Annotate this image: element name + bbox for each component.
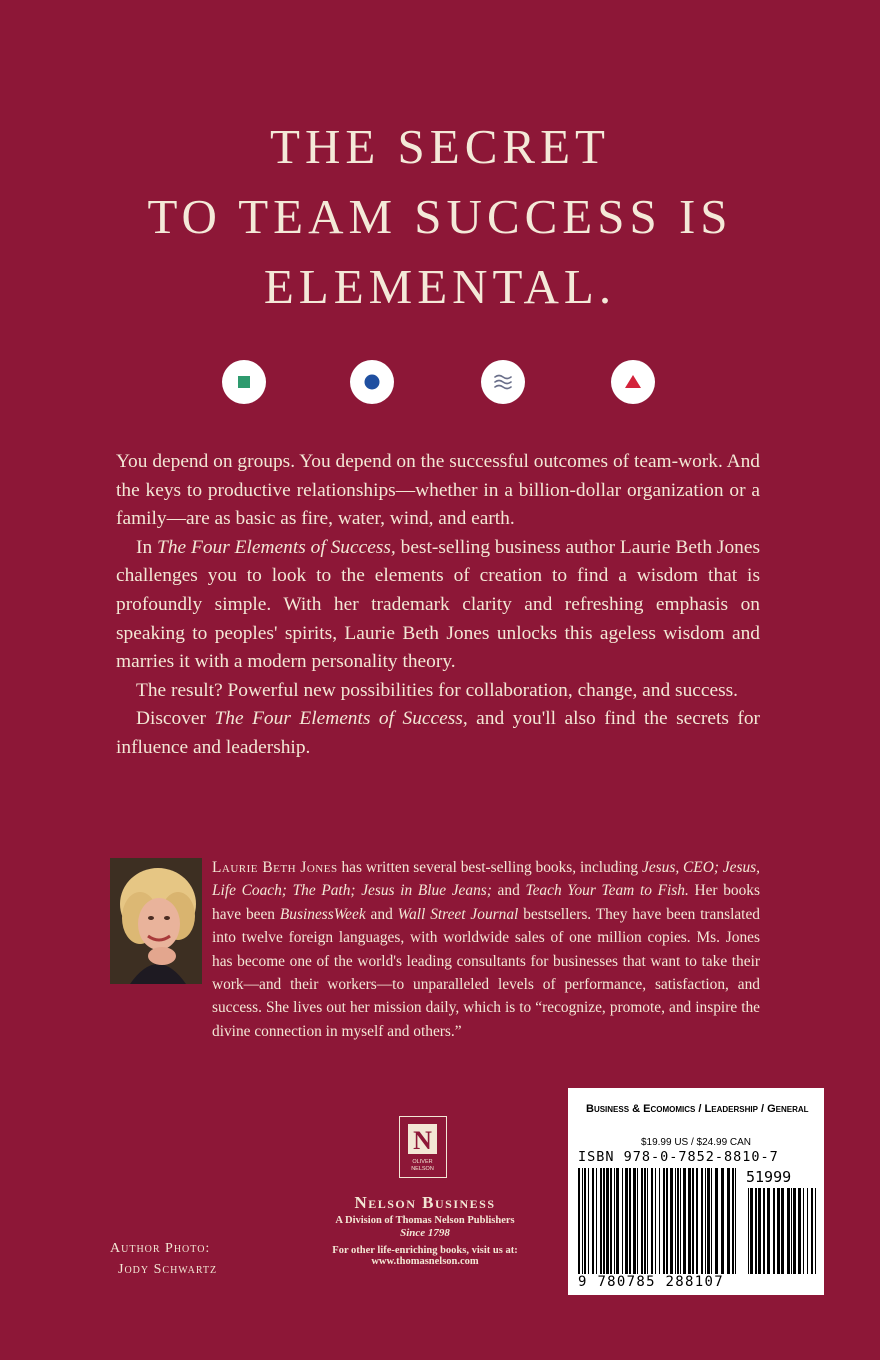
book-titles: Jesus, CEO; Jesus, Life Coach; The Path; Jesus in Blue Jeans;	[212, 859, 760, 900]
red-triangle-icon	[611, 360, 655, 404]
author-name: Laurie Beth Jones	[212, 859, 338, 876]
description-paragraph-1: You depend on groups. You depend on the successful outcomes of team-work. And the keys to productive relationships—whether in a billion-dollar organization or a family—are as basic as fire, water, wind, and earth.	[116, 451, 760, 530]
element-icons	[0, 360, 880, 406]
price-barcode	[748, 1188, 816, 1274]
text: Her books have been	[212, 882, 760, 923]
publisher-logo	[399, 1116, 447, 1178]
publisher-since: Since 1798	[400, 1227, 450, 1239]
price: $19.99 US / $24.99 CAN	[640, 1137, 752, 1148]
bisac-category: Business & Ecomomics / Leadership / General	[586, 1103, 809, 1115]
publication-name: Wall Street Journal	[397, 905, 519, 923]
wind-waves-icon	[481, 360, 525, 404]
green-square-icon	[222, 360, 266, 404]
author-bio	[212, 856, 760, 1043]
logo-text-top: OLIVER	[412, 1159, 433, 1165]
publisher-name: Nelson Business	[354, 1193, 496, 1212]
blue-circle-icon	[350, 360, 394, 404]
book-title: The Four Elements of Success,	[157, 536, 396, 558]
publisher-division: A Division of Thomas Nelson Publishers	[335, 1215, 515, 1226]
publisher-info	[290, 1193, 560, 1267]
photo-credit	[110, 1238, 217, 1280]
text: and	[491, 882, 526, 900]
logo-text-bottom: NELSON	[411, 1166, 434, 1172]
text: , and you'll also find the secrets for influence and leadership.	[116, 708, 760, 758]
headline-line-2: TO TEAM SUCCESS IS	[147, 189, 733, 244]
isbn-barcode	[578, 1168, 738, 1274]
text: best-selling business author Laurie Beth Jones challenges you to look to the elements of creation to find a wisdom that is profoundly simple. With her trademark clarity and refreshing emphasis on speaking to peoples' spirits, Laurie Beth Jones unlocks this ageless wisdom and marries it with a modern personality theory.	[116, 536, 760, 673]
publisher-visit: For other life-enriching books, visit us at:	[332, 1245, 518, 1256]
text: has written several best-selling books, including	[337, 859, 642, 876]
text: In	[136, 536, 158, 558]
description-paragraph-3: The result? Powerful new possibilities for collaboration, change, and success.	[136, 679, 739, 701]
barcode-box	[568, 1088, 824, 1295]
author-photo	[110, 858, 202, 984]
price-code: 51999	[746, 1168, 792, 1186]
publication-name: BusinessWeek	[279, 905, 366, 923]
isbn: ISBN 978-0-7852-8810-7	[578, 1149, 779, 1165]
headline-line-3: ELEMENTAL.	[263, 259, 617, 314]
text: Discover	[136, 708, 215, 730]
headline	[0, 112, 880, 322]
book-title: Teach Your Team to Fish.	[525, 882, 689, 900]
headline-line-1: THE SECRET	[270, 119, 610, 174]
book-title: The Four Elements of Success	[214, 708, 463, 730]
publisher-url[interactable]: www.thomasnelson.com	[371, 1256, 479, 1267]
photo-credit-name: Jody Schwartz	[118, 1262, 218, 1277]
description-paragraph-2	[116, 534, 760, 677]
description	[116, 448, 760, 763]
description-paragraph-4	[116, 705, 760, 762]
photo-credit-label: Author Photo:	[110, 1241, 211, 1256]
svg-text:N: N	[413, 1126, 432, 1155]
text: bestsellers. They have been translated into twelve foreign languages, with worldwide sales of one million copies. Ms. Jones has become one of the world's leading consultants for businesses that want to take their work—and their workers—to unparalleled levels of performance, satisfaction, and success. She lives out her mission daily, which is to “recognize, promote, and inspire the divine connection in myself and others.”	[212, 905, 760, 1040]
text: and	[365, 905, 398, 923]
barcode-digits: 9 780785 288107	[578, 1274, 724, 1290]
